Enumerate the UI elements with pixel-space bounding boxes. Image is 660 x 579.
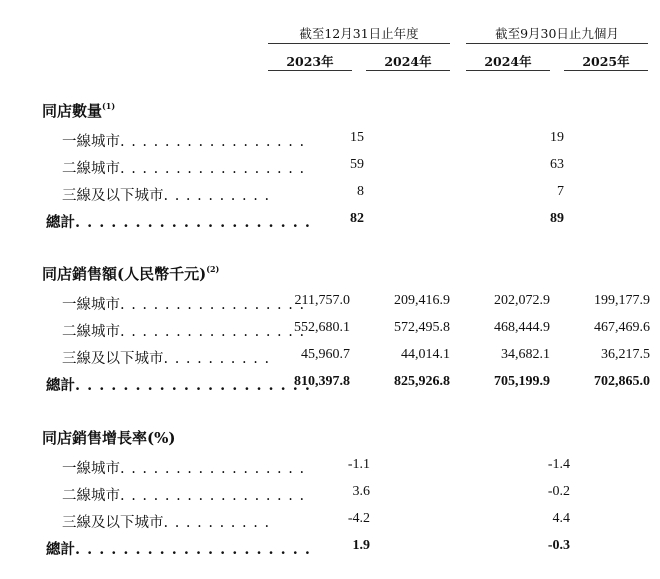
store-count-row-label: 三線及以下城市. . . . . . . . . . [62,188,271,204]
store-count-value: 7 [557,184,564,199]
sales-value: 199,177.9 [594,293,650,308]
sales-footnote: (2) [206,264,220,274]
store-count-value: 15 [350,130,364,145]
column-header-2025-9m: 2025年 [582,54,630,69]
sales-value: 468,444.9 [494,320,550,335]
column-header-2024: 2024年 [384,54,432,69]
sales-total-label: 總計. . . . . . . . . . . . . . . . . . . . [46,377,311,394]
store-count-total-value: 82 [350,211,364,226]
growth-row-label: 三線及以下城市. . . . . . . . . . [62,515,271,531]
sales-value: 467,469.6 [594,320,650,335]
growth-total-label: 總計. . . . . . . . . . . . . . . . . . . . [46,541,311,558]
column-header-2024-rule [366,70,450,71]
section-title-growth: 同店銷售增長率(%) [42,429,176,447]
store-count-footnote: (1) [102,101,116,111]
store-count-value: 59 [350,157,364,172]
column-header-2024-9m-rule [466,70,550,71]
sales-value: 572,495.8 [394,320,450,335]
sales-title: 同店銷售額(人民幣千元) [42,265,207,283]
period-header-fiscal-year-rule [268,43,450,44]
store-count-row-label: 二線城市. . . . . . . . . . . . . . . . . [62,161,306,177]
growth-total-value: 1.9 [352,538,370,553]
sales-total-value: 825,926.8 [394,374,450,389]
sales-row-label: 一線城市. . . . . . . . . . . . . . . . . [62,297,306,313]
sales-value: 202,072.9 [494,293,550,308]
sales-value: 209,416.9 [394,293,450,308]
sales-total-value: 702,865.0 [594,374,650,389]
growth-total-value: -0.3 [547,538,570,553]
sales-value: 36,217.5 [601,347,650,362]
store-count-value: 8 [357,184,364,199]
column-header-2023-rule [268,70,352,71]
growth-row-label: 一線城市. . . . . . . . . . . . . . . . . [62,461,306,477]
sales-value: 45,960.7 [301,347,350,362]
column-header-2023: 2023年 [286,54,334,69]
sales-value: 552,680.1 [294,320,350,335]
store-count-value: 63 [550,157,564,172]
growth-value: -1.1 [347,457,370,472]
sales-value: 44,014.1 [401,347,450,362]
sales-row-label: 二線城市. . . . . . . . . . . . . . . . . [62,324,306,340]
section-title-sales [42,263,219,284]
store-count-title: 同店數量 [42,102,103,120]
growth-row-label: 二線城市. . . . . . . . . . . . . . . . . [62,488,306,504]
period-header-nine-months-rule [466,43,648,44]
period-header-nine-months: 截至9月30日止九個月 [495,26,619,41]
growth-value: -4.2 [347,511,370,526]
store-count-value: 19 [550,130,564,145]
section-title-store-count [42,100,115,121]
sales-total-value: 705,199.9 [494,374,550,389]
sales-row-label: 三線及以下城市. . . . . . . . . . [62,351,271,367]
growth-value: 4.4 [552,511,570,526]
sales-value: 211,757.0 [294,293,350,308]
sales-value: 34,682.1 [501,347,550,362]
sales-total-value: 810,397.8 [294,374,350,389]
store-count-row-label: 一線城市. . . . . . . . . . . . . . . . . [62,134,306,150]
column-header-2024-9m: 2024年 [484,54,532,69]
store-count-total-value: 89 [550,211,564,226]
period-header-fiscal-year: 截至12月31日止年度 [299,26,419,41]
column-header-2025-9m-rule [564,70,648,71]
store-count-total-label: 總計. . . . . . . . . . . . . . . . . . . . [46,214,311,231]
growth-value: 3.6 [352,484,370,499]
growth-value: -1.4 [547,457,570,472]
growth-value: -0.2 [547,484,570,499]
